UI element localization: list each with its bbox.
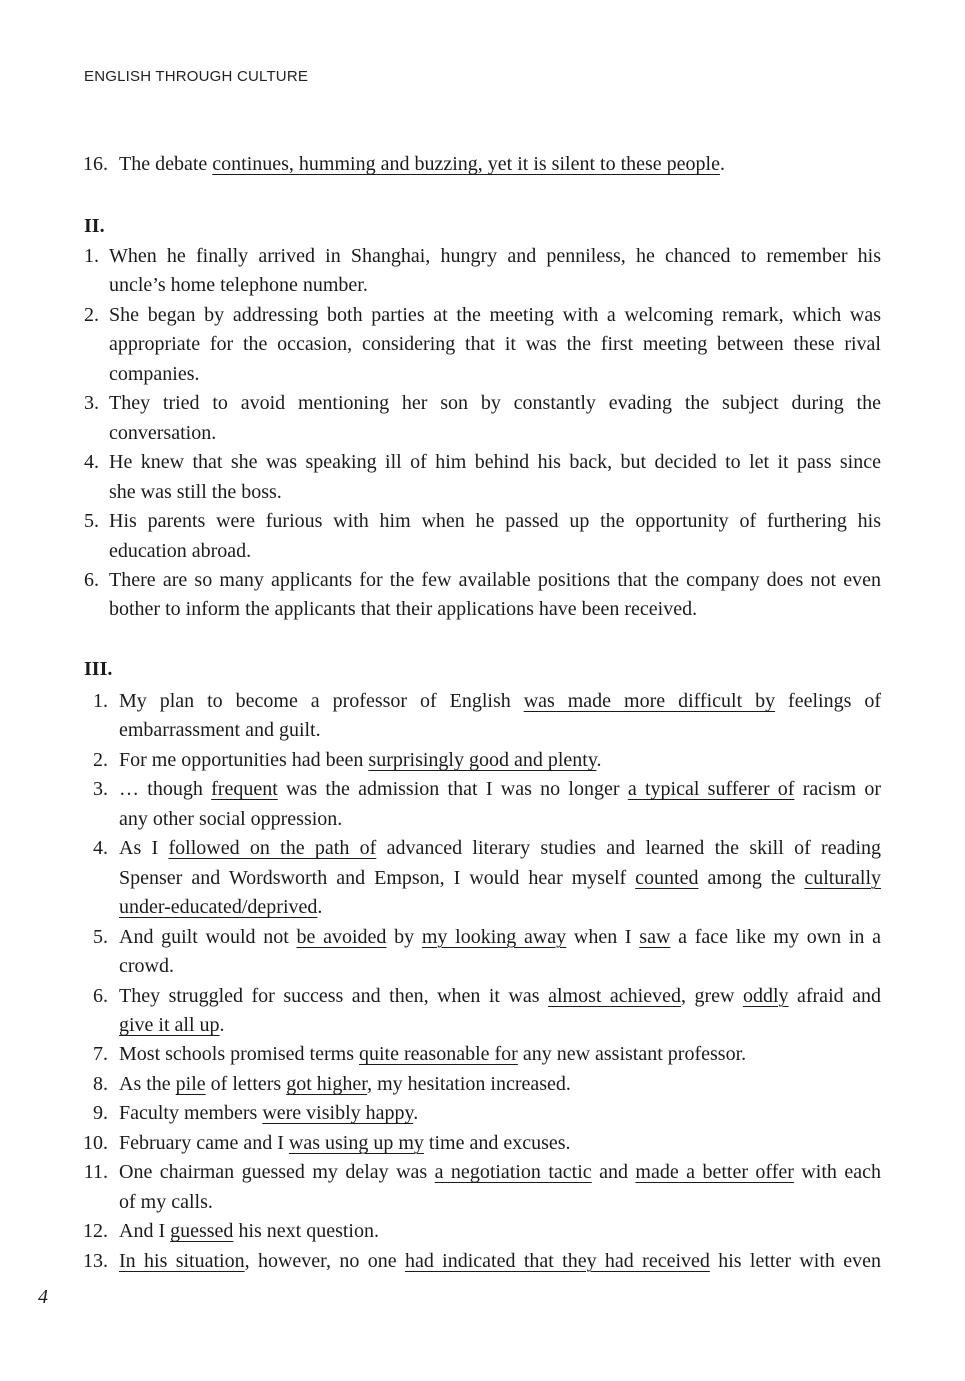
item-number: 1. xyxy=(84,245,99,267)
item-text xyxy=(119,1247,881,1276)
text-line xyxy=(119,1158,881,1187)
item-text xyxy=(119,1099,881,1128)
exercise-list-iii xyxy=(80,687,881,1276)
underlined-phrase: saw xyxy=(639,925,671,948)
item-text xyxy=(119,923,881,982)
text-segment: crowd. xyxy=(119,955,174,978)
underlined-phrase: surprisingly good and plenty xyxy=(368,748,597,771)
text-line xyxy=(109,566,881,595)
text-segment: , my hesitation increased. xyxy=(367,1072,571,1095)
item-number: 1. xyxy=(93,690,108,712)
text-segment: advanced literary studies and learned the skill of reading xyxy=(376,837,882,860)
text-segment: They struggled for success and then, when it was xyxy=(119,984,549,1007)
item-number: 6. xyxy=(93,984,108,1007)
text-segment: She began by addressing both parties at the meeting with a welcoming remark, which was xyxy=(109,303,881,326)
text-segment: a face like my own in a xyxy=(670,925,882,948)
item-text xyxy=(119,746,881,775)
underlined-phrase: pile xyxy=(175,1072,206,1095)
list-item xyxy=(80,1129,881,1158)
item-number: 12. xyxy=(83,1220,108,1243)
text-segment: His parents were furious with him when he passed up the opportunity of furthering his xyxy=(109,510,881,533)
item-number: 3. xyxy=(93,778,108,801)
item-number: 6. xyxy=(84,568,99,591)
text-line xyxy=(119,1070,881,1099)
text-segment: One chairman guessed my delay was xyxy=(119,1161,435,1184)
text-line xyxy=(109,360,881,389)
text-segment: afraid and xyxy=(788,984,881,1007)
item-text xyxy=(119,982,881,1041)
list-item xyxy=(80,1217,881,1246)
item-number: 3. xyxy=(84,392,99,415)
text-segment: feelings of xyxy=(775,690,881,712)
item-number: 5. xyxy=(84,510,99,533)
underlined-phrase: counted xyxy=(635,866,699,889)
text-segment: Faculty members xyxy=(119,1102,263,1125)
underlined-phrase: got higher xyxy=(286,1072,368,1095)
text-segment: When he finally arrived in Shanghai, hungry and penniless, he chanced to remember his xyxy=(109,245,881,267)
list-item xyxy=(80,150,881,179)
underlined-phrase: followed on the path of xyxy=(168,837,377,860)
item-text xyxy=(109,566,881,625)
item-number: 16. xyxy=(83,153,108,175)
text-segment: . xyxy=(317,896,323,919)
list-item xyxy=(80,1158,881,1217)
item-number: 4. xyxy=(93,837,108,860)
item-text xyxy=(119,1129,881,1158)
text-segment: any new assistant professor. xyxy=(517,1043,747,1066)
item-number: 4. xyxy=(84,451,99,474)
list-item xyxy=(80,1040,881,1069)
text-line xyxy=(119,746,881,775)
text-segment: . xyxy=(219,1013,225,1036)
underlined-phrase: give it all up xyxy=(119,1013,220,1036)
list-item xyxy=(84,507,881,566)
underlined-phrase: In his situation xyxy=(119,1249,245,1272)
text-line xyxy=(109,507,881,536)
item-number: 5. xyxy=(93,925,108,948)
text-segment: February came and I xyxy=(119,1131,289,1154)
item-number: 9. xyxy=(93,1102,108,1125)
item-text xyxy=(109,448,881,507)
section-heading-ii: II. xyxy=(84,215,105,237)
item-text xyxy=(119,775,881,834)
text-line xyxy=(109,595,881,624)
underlined-phrase: continues, humming and buzzing, yet it is silent to these people xyxy=(212,153,720,175)
underlined-phrase: be avoided xyxy=(296,925,387,948)
underlined-phrase: were visibly happy xyxy=(262,1102,414,1125)
text-segment: They tried to avoid mentioning her son by constantly evading the subject during the xyxy=(109,392,881,415)
item-number: 10. xyxy=(83,1131,108,1154)
item-number: 13. xyxy=(83,1249,108,1272)
list-item xyxy=(80,1099,881,1128)
text-segment: by xyxy=(386,925,422,948)
text-segment: conversation. xyxy=(109,421,217,444)
list-item xyxy=(80,834,881,922)
text-segment: Spenser and Wordsworth and Empson, I would hear myself xyxy=(119,866,636,889)
text-segment: any other social oppression. xyxy=(119,807,343,830)
list-item xyxy=(80,687,881,746)
text-segment: bother to inform the applicants that their applications have been received. xyxy=(109,598,698,621)
text-line xyxy=(119,982,881,1011)
item-text xyxy=(119,150,881,179)
text-line xyxy=(119,1188,881,1217)
text-segment: embarrassment and guilt. xyxy=(119,719,321,742)
underlined-phrase: was using up my xyxy=(288,1131,424,1154)
text-segment: of my calls. xyxy=(119,1190,213,1213)
item-text xyxy=(119,834,881,922)
item-text xyxy=(119,1217,881,1246)
text-segment: … though xyxy=(119,778,212,801)
running-header: ENGLISH THROUGH CULTURE xyxy=(84,68,309,85)
text-segment: with each xyxy=(793,1161,881,1184)
underlined-phrase: frequent xyxy=(211,778,278,801)
item-number: 2. xyxy=(84,303,99,326)
underlined-phrase: a typical sufferer of xyxy=(627,778,795,801)
text-line xyxy=(109,389,881,418)
text-segment: his next question. xyxy=(233,1220,379,1243)
section-heading-iii: III. xyxy=(84,658,113,680)
text-segment: when I xyxy=(566,925,640,948)
text-segment: Most schools promised terms xyxy=(119,1043,359,1066)
text-segment: The debate xyxy=(119,153,213,175)
text-line xyxy=(119,1129,881,1158)
text-segment: racism or xyxy=(794,778,881,801)
text-line xyxy=(119,1040,881,1069)
item-text xyxy=(119,1040,881,1069)
list-item xyxy=(84,566,881,625)
text-segment: And I xyxy=(119,1220,171,1243)
underlined-phrase: my looking away xyxy=(421,925,567,948)
list-item xyxy=(80,775,881,834)
item-text xyxy=(119,687,881,746)
text-line xyxy=(119,1247,881,1276)
text-segment: My plan to become a professor of English xyxy=(119,690,524,712)
exercise-list-continued xyxy=(80,150,881,179)
text-line xyxy=(119,893,881,922)
item-text xyxy=(119,1070,881,1099)
list-item xyxy=(84,242,881,301)
exercise-list-ii xyxy=(84,242,881,625)
text-line xyxy=(119,952,881,981)
item-text xyxy=(109,242,881,301)
underlined-phrase: culturally xyxy=(804,866,881,889)
text-segment: appropriate for the occasion, considering that it was the first meeting between these rival xyxy=(109,333,881,356)
text-segment: she was still the boss. xyxy=(109,480,282,503)
text-line xyxy=(109,419,881,448)
text-segment: time and excuses. xyxy=(423,1131,571,1154)
item-text xyxy=(109,507,881,566)
list-item xyxy=(84,389,881,448)
text-segment: . xyxy=(413,1102,419,1125)
underlined-phrase: made a better offer xyxy=(635,1161,794,1184)
item-text xyxy=(109,389,881,448)
text-segment: As the xyxy=(119,1072,176,1095)
item-number: 2. xyxy=(93,748,108,771)
text-segment: and xyxy=(591,1161,636,1184)
text-segment: There are so many applicants for the few available positions that the company does not even xyxy=(109,568,881,591)
underlined-phrase: guessed xyxy=(170,1220,234,1243)
underlined-phrase: a negotiation tactic xyxy=(434,1161,592,1184)
text-line xyxy=(109,537,881,566)
text-line xyxy=(119,1011,881,1040)
list-item xyxy=(80,982,881,1041)
list-item xyxy=(80,746,881,775)
underlined-phrase: was made more difficult by xyxy=(523,690,776,712)
text-line xyxy=(119,716,881,745)
text-segment: among the xyxy=(698,866,805,889)
underlined-phrase: oddly xyxy=(742,984,789,1007)
page-number: 4 xyxy=(38,1286,48,1308)
text-segment: companies. xyxy=(109,362,200,385)
text-line xyxy=(109,330,881,359)
list-item xyxy=(84,448,881,507)
underlined-phrase: quite reasonable for xyxy=(359,1043,518,1066)
text-line xyxy=(109,271,881,300)
item-text xyxy=(119,1158,881,1217)
underlined-phrase: under-educated/deprived xyxy=(119,896,318,919)
text-segment: . xyxy=(596,748,602,771)
text-line xyxy=(119,1099,881,1128)
text-line xyxy=(119,864,881,893)
text-segment: For me opportunities had been xyxy=(119,748,369,771)
list-item xyxy=(80,923,881,982)
text-segment: And guilt would not xyxy=(119,925,297,948)
text-line xyxy=(119,687,881,716)
text-segment: uncle’s home telephone number. xyxy=(109,274,368,297)
text-line xyxy=(119,775,881,804)
text-line xyxy=(119,834,881,863)
underlined-phrase: had indicated that they had received xyxy=(404,1249,710,1272)
text-line xyxy=(109,242,881,271)
text-line xyxy=(109,478,881,507)
text-line xyxy=(119,923,881,952)
text-line xyxy=(119,150,881,179)
text-segment: was the admission that I was no longer xyxy=(277,778,628,801)
text-segment: of letters xyxy=(205,1072,287,1095)
text-line xyxy=(119,1217,881,1246)
item-number: 7. xyxy=(93,1043,108,1066)
text-segment: his letter with even xyxy=(709,1249,882,1272)
text-segment: education abroad. xyxy=(109,539,252,562)
text-segment: , grew xyxy=(680,984,743,1007)
list-item xyxy=(80,1247,881,1276)
list-item xyxy=(80,1070,881,1099)
text-line xyxy=(109,301,881,330)
list-item xyxy=(84,301,881,389)
text-segment: As I xyxy=(119,837,169,860)
text-segment: . xyxy=(719,153,725,175)
item-number: 11. xyxy=(83,1161,108,1184)
item-number: 8. xyxy=(93,1072,108,1095)
underlined-phrase: almost achieved xyxy=(548,984,681,1007)
item-text xyxy=(109,301,881,389)
text-line xyxy=(119,805,881,834)
text-segment: , however, no one xyxy=(244,1249,405,1272)
text-line xyxy=(109,448,881,477)
text-segment: He knew that she was speaking ill of him behind his back, but decided to let it pass since xyxy=(109,451,881,474)
